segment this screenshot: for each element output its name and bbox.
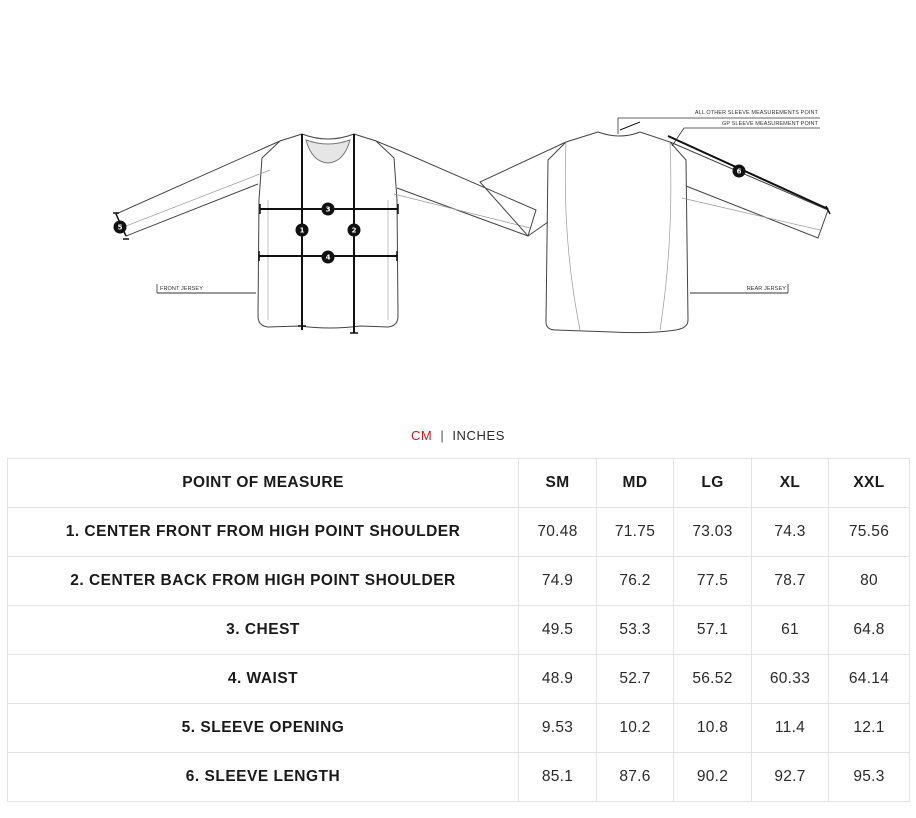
rear-jersey-drawing bbox=[480, 132, 828, 333]
measure-value: 90.2 bbox=[674, 753, 752, 802]
measure-value: 75.56 bbox=[829, 508, 910, 557]
unit-toggle bbox=[0, 428, 916, 443]
measure-value: 61 bbox=[752, 606, 829, 655]
front-jersey-drawing bbox=[116, 134, 536, 328]
unit-separator: | bbox=[440, 428, 445, 443]
svg-text:6: 6 bbox=[736, 167, 742, 176]
unit-inches-button[interactable]: INCHES bbox=[452, 428, 506, 443]
svg-text:1: 1 bbox=[299, 226, 305, 235]
measure-value: 56.52 bbox=[674, 655, 752, 704]
marker-2 bbox=[348, 224, 361, 237]
measure-value: 73.03 bbox=[674, 508, 752, 557]
measure-value: 74.9 bbox=[519, 557, 597, 606]
header-size-xxl: XXL bbox=[829, 459, 910, 508]
measure-label: 4. WAIST bbox=[8, 655, 519, 704]
front-jersey-text: FRONT JERSEY bbox=[160, 286, 203, 292]
header-size-sm: SM bbox=[519, 459, 597, 508]
measure-value: 70.48 bbox=[519, 508, 597, 557]
measure-value: 92.7 bbox=[752, 753, 829, 802]
measure-value: 76.2 bbox=[597, 557, 674, 606]
measure-value: 9.53 bbox=[519, 704, 597, 753]
measure-value: 48.9 bbox=[519, 655, 597, 704]
measure-value: 77.5 bbox=[674, 557, 752, 606]
marker-5 bbox=[114, 221, 127, 234]
jersey-diagram-svg bbox=[0, 0, 916, 400]
table-row bbox=[8, 655, 910, 704]
marker-1 bbox=[296, 224, 309, 237]
table-row bbox=[8, 508, 910, 557]
header-size-md: MD bbox=[597, 459, 674, 508]
measure-value: 52.7 bbox=[597, 655, 674, 704]
measure-value: 87.6 bbox=[597, 753, 674, 802]
measure-value: 71.75 bbox=[597, 508, 674, 557]
table-row bbox=[8, 557, 910, 606]
unit-cm-button[interactable]: CM bbox=[410, 428, 433, 443]
table-row bbox=[8, 704, 910, 753]
front-jersey-label bbox=[157, 284, 256, 293]
callout-gp-sleeve-text: GP SLEEVE MEASUREMENT POINT bbox=[721, 121, 818, 127]
size-chart-table bbox=[7, 458, 910, 802]
measure-label: 3. CHEST bbox=[8, 606, 519, 655]
svg-text:4: 4 bbox=[325, 253, 331, 262]
measure-value: 64.14 bbox=[829, 655, 910, 704]
svg-text:3: 3 bbox=[325, 205, 331, 214]
measure-value: 64.8 bbox=[829, 606, 910, 655]
measure-label: 2. CENTER BACK FROM HIGH POINT SHOULDER bbox=[8, 557, 519, 606]
measure-value: 57.1 bbox=[674, 606, 752, 655]
callout-other-sleeve-text: ALL OTHER SLEEVE MEASUREMENTS POINT bbox=[694, 110, 818, 116]
measure-label: 5. SLEEVE OPENING bbox=[8, 704, 519, 753]
measure-value: 78.7 bbox=[752, 557, 829, 606]
header-size-xl: XL bbox=[752, 459, 829, 508]
header-size-lg: LG bbox=[674, 459, 752, 508]
header-point-of-measure: POINT OF MEASURE bbox=[8, 459, 519, 508]
svg-text:5: 5 bbox=[117, 223, 123, 232]
measure-value: 85.1 bbox=[519, 753, 597, 802]
measure-value: 10.2 bbox=[597, 704, 674, 753]
marker-6 bbox=[733, 165, 746, 178]
measure-value: 60.33 bbox=[752, 655, 829, 704]
rear-jersey-label bbox=[690, 284, 788, 293]
measure-value: 53.3 bbox=[597, 606, 674, 655]
table-row bbox=[8, 753, 910, 802]
measure-value: 11.4 bbox=[752, 704, 829, 753]
measure-value: 95.3 bbox=[829, 753, 910, 802]
jersey-diagram bbox=[0, 0, 916, 400]
measure-label: 1. CENTER FRONT FROM HIGH POINT SHOULDER bbox=[8, 508, 519, 557]
measure-value: 10.8 bbox=[674, 704, 752, 753]
table-row bbox=[8, 606, 910, 655]
measure-value: 80 bbox=[829, 557, 910, 606]
rear-jersey-text: REAR JERSEY bbox=[746, 286, 786, 292]
table-header-row bbox=[8, 459, 910, 508]
measure-value: 12.1 bbox=[829, 704, 910, 753]
measure-value: 74.3 bbox=[752, 508, 829, 557]
svg-text:2: 2 bbox=[351, 226, 357, 235]
marker-4 bbox=[322, 251, 335, 264]
measure-label: 6. SLEEVE LENGTH bbox=[8, 753, 519, 802]
measure-value: 49.5 bbox=[519, 606, 597, 655]
marker-3 bbox=[322, 203, 335, 216]
